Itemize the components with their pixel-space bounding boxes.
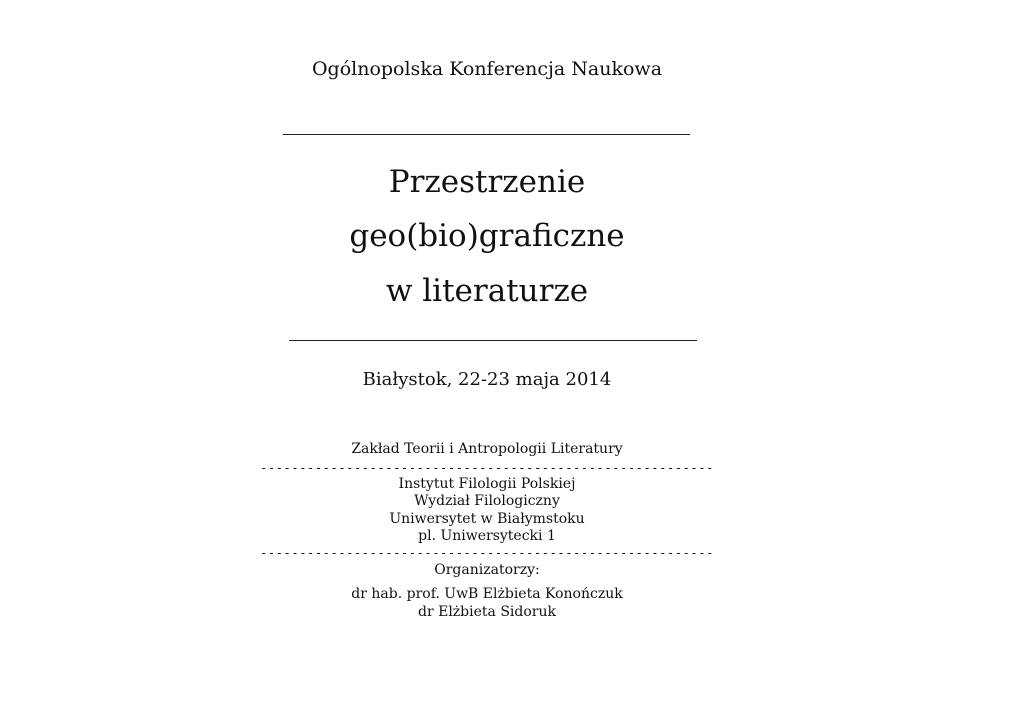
bottom-divider	[289, 340, 697, 341]
address: pl. Uniwersytecki 1	[418, 528, 556, 544]
conference-name: Ogólnopolska Konferencja Naukowa	[311, 58, 663, 80]
title-line-3: w literaturze	[385, 273, 589, 309]
title-line-2: geo(bio)graficzne	[349, 218, 625, 254]
organizers-label: Organizatorzy:	[434, 562, 540, 578]
title-line-1: Przestrzenie	[388, 164, 586, 200]
faculty-name: Wydział Filologiczny	[414, 493, 560, 509]
university-name: Uniwersytet w Białymstoku	[389, 511, 585, 527]
separator-line-1: ----------------------------------------------------------	[260, 461, 714, 475]
place-and-date: Białystok, 22-23 maja 2014	[362, 369, 612, 390]
separator-line-2: ----------------------------------------------------------	[260, 546, 714, 560]
top-divider	[283, 134, 690, 135]
institute-name: Instytut Filologii Polskiej	[398, 476, 576, 492]
department-name: Zakład Teorii i Antropologii Literatury	[351, 441, 623, 457]
organizer-2: dr Elżbieta Sidoruk	[418, 604, 556, 620]
organizer-1: dr hab. prof. UwB Elżbieta Konończuk	[351, 586, 623, 602]
